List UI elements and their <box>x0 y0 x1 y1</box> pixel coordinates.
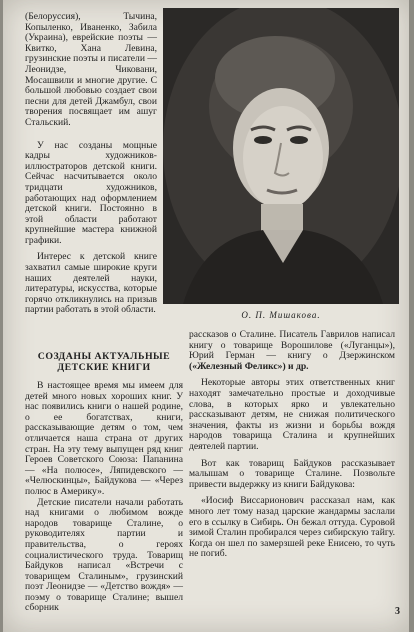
paragraph: Некоторые авторы этих ответственных книг находят замечательно простые и доходчивые слова, в которых ярко и увлекательно рассказывают детям, не снижая политического значения, факты из жизни и борьбы вождя народов товарища Сталина и крупнейших деятелей партии. <box>189 377 395 452</box>
paragraph: Интерес к детской книге захватил самые широкие круги наших деятелей науки, литературы, искусства, которые горячо откликнулись на призыв партии работать в этой области. <box>25 251 157 316</box>
paragraph: В настоящее время мы имеем для детей много новых хороших книг. У нас появились книги о нашей родине, о ее богатствах, книги, рассказывающие детям о том, чем отличается наша страна от других стран. На эту тему выпущен ряд книг Героев Советского Союза: Папанина — «На полюсе», Ляпидевского — «Челюскинцы», Байдукова — «Через полюс в Америку». <box>25 380 183 497</box>
paragraph: Детские писатели начали работать над книгами о любимом вожде народов товарище Сталине, о руководителях партии и правительства, о героях социалистического труда. Товарищ Байдуков написал «Встречи с товарищем Сталиным», грузинский поэт Леонидзе — «Детство вождя» — поэму о товарище Сталине; вышел сборник <box>25 496 183 614</box>
paragraph: (Белоруссия), Тычина, Копыленко, Иваненко, Забила (Украина), еврейские поэты — Квитко, Хана Левина, грузинские поэты и писатели — Леонидзе, Чиковани, Мосашвили и многие другие. С большой любовью создает свои песни для детей Джамбул, свои творения посвящает им ашуг Стальский. <box>25 11 157 128</box>
portrait-photo <box>163 8 399 304</box>
section-heading: СОЗДАНЫ АКТУАЛЬНЫЕ ДЕТСКИЕ КНИГИ <box>37 351 171 373</box>
paragraph-bold-text: («Железный Феликс») и др. <box>189 360 309 372</box>
right-column-bottom <box>189 330 395 560</box>
paragraph: Вот как товарищ Байдуков рассказывает малышам о товарище Сталине. Позвольте привести выдержку из книги Байдукова: <box>189 457 395 490</box>
book-page <box>3 0 409 632</box>
photo-caption: О. П. Мишакова. <box>241 310 321 320</box>
paragraph <box>189 330 395 372</box>
paragraph: «Иосиф Виссарионович рассказал нам, как много лет тому назад царские жандармы заслали его в ссылку в Сибирь. Он бежал оттуда. Суровой зимой Сталин пробирался через сибирскую тайгу. Когда он шел по замерзшей реке Енисею, то чуть не погиб. <box>189 495 395 560</box>
left-column-top <box>25 12 157 316</box>
portrait-image <box>163 8 399 304</box>
page-number: 3 <box>395 606 400 617</box>
left-column-bottom <box>25 351 183 614</box>
paragraph: У нас созданы мощные кадры художников-иллюстраторов детской книги. Сейчас насчитывается около тридцати художников, работающих над оформлением детской книги. Постоянно в этой области работают крупнейшие мастера книжной графики. <box>25 139 157 246</box>
paragraph-text: рассказов о Сталине. Писатель Гаврилов написал книгу о товарище Ворошилове («Луганцы»), Юрий Герман — книгу о Дзержинском <box>189 329 395 362</box>
